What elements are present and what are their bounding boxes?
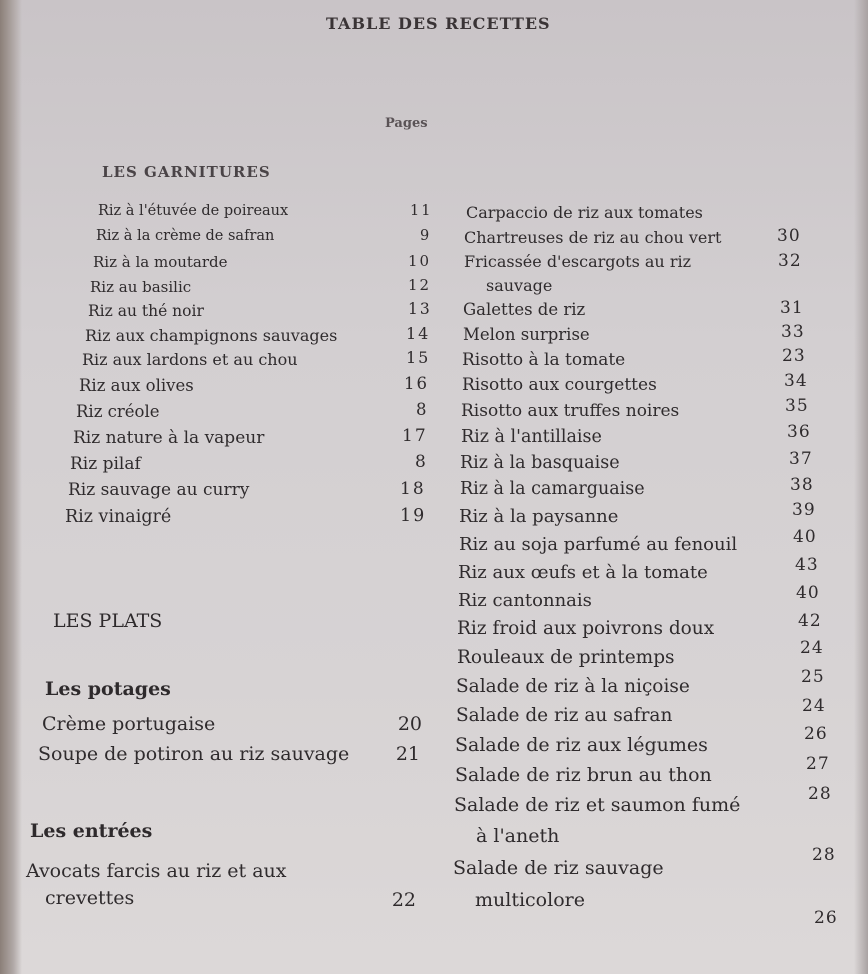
potage-title: Crème portugaise <box>42 713 216 735</box>
section-garnitures: LES GARNITURES <box>102 163 271 181</box>
garniture-page: 11 <box>410 203 433 219</box>
section-potages: Les potages <box>45 678 171 700</box>
recipe-page: 40 <box>793 527 817 547</box>
entree-row-line1 <box>26 860 286 882</box>
recipe-title: Risotto aux courgettes <box>462 375 657 395</box>
section-plats: LES PLATS <box>53 610 163 632</box>
garniture-title: Riz sauvage au curry <box>68 480 250 500</box>
recipe-page: 26 <box>804 724 828 744</box>
garniture-title: Riz au basilic <box>90 278 192 296</box>
garniture-title: Riz aux lardons et au chou <box>82 350 298 369</box>
recipe-title: Riz au soja parfumé au fenouil <box>459 534 738 555</box>
recipe-title: Fricassée d'escargots au riz <box>464 252 692 271</box>
garniture-page: 12 <box>408 276 432 294</box>
potage-page: 20 <box>397 713 422 735</box>
garniture-page: 17 <box>402 426 428 446</box>
recipe-title: Riz froid aux poivrons doux <box>457 618 715 639</box>
garniture-page: 15 <box>406 348 431 367</box>
potage-row <box>38 743 349 765</box>
page-title: TABLE DES RECETTES <box>326 14 551 33</box>
garniture-page: 10 <box>408 252 432 270</box>
recipe-page: 28 <box>808 784 832 804</box>
recipe-title: Riz à la paysanne <box>459 506 619 527</box>
recipe-page: 42 <box>798 611 822 631</box>
garniture-page: 13 <box>408 300 432 318</box>
recipe-page: 33 <box>781 322 805 342</box>
garniture-page: 8 <box>416 400 429 419</box>
recipe-title: Salade de riz brun au thon <box>455 764 712 786</box>
recipe-title: Salade de riz et saumon fumé <box>454 794 741 816</box>
garniture-page: 19 <box>400 506 427 526</box>
recipe-title: Galettes de riz <box>463 300 586 319</box>
recipe-page: 32 <box>778 251 802 271</box>
garniture-title: Riz créole <box>76 402 160 421</box>
recipe-page: 36 <box>787 422 811 442</box>
garniture-title: Riz nature à la vapeur <box>73 428 265 448</box>
page-edge <box>854 0 868 974</box>
garniture-title: Riz à l'étuvée de poireaux <box>98 203 289 219</box>
garniture-title: Riz aux olives <box>79 376 194 395</box>
recipe-title: Riz à la basquaise <box>460 453 620 473</box>
recipe-title: Riz cantonnais <box>458 590 592 611</box>
recipe-page: 40 <box>796 583 820 603</box>
garniture-page: 9 <box>420 228 432 244</box>
recipe-page: 30 <box>777 226 801 246</box>
potage-page: 21 <box>395 743 420 765</box>
recipe-title: Riz à l'antillaise <box>461 427 602 447</box>
recipe-title: Riz à la camarguaise <box>460 479 645 499</box>
recipe-title: Riz aux œufs et à la tomate <box>458 562 708 583</box>
recipe-page: 24 <box>800 638 824 658</box>
recipe-title: Salade de riz sauvage <box>453 857 664 879</box>
entree-row-line2 <box>45 887 134 909</box>
recipe-title: Melon surprise <box>463 325 590 344</box>
garniture-page: 18 <box>400 479 426 499</box>
recipe-title: Risotto à la tomate <box>462 350 626 370</box>
garniture-title: Riz à la moutarde <box>93 253 228 271</box>
recipe-page: 35 <box>785 396 809 416</box>
recipe-title: Chartreuses de riz au chou vert <box>464 228 722 247</box>
recipe-title: multicolore <box>475 889 585 911</box>
potage-row <box>42 713 215 735</box>
garniture-title: Riz au thé noir <box>88 302 204 320</box>
garniture-title: Riz pilaf <box>70 454 141 474</box>
entree-title: Avocats farcis au riz et aux <box>26 860 287 882</box>
recipe-page: 26 <box>814 908 838 928</box>
pages-column-header: Pages <box>385 116 428 131</box>
recipe-title: Salade de riz à la niçoise <box>456 676 690 697</box>
recipe-title: Rouleaux de printemps <box>457 647 675 668</box>
recipe-page: 34 <box>784 371 808 391</box>
recipe-page: 38 <box>790 475 814 495</box>
recipe-title: à l'aneth <box>476 825 560 847</box>
garniture-page: 8 <box>415 452 428 472</box>
entree-page: 22 <box>391 889 416 911</box>
recipe-page: 31 <box>780 298 804 318</box>
garniture-title: Riz à la crème de safran <box>96 228 275 244</box>
recipe-page: 25 <box>801 667 825 687</box>
recipe-page: 28 <box>812 845 836 865</box>
recipe-page: 37 <box>789 449 813 469</box>
recipe-page: 39 <box>792 500 816 520</box>
recipe-page: 24 <box>802 696 826 716</box>
spine-shadow <box>0 0 22 974</box>
garniture-page: 16 <box>404 374 429 393</box>
garniture-title: Riz aux champignons sauvages <box>85 326 338 345</box>
entree-title-continued: crevettes <box>45 887 135 909</box>
recipe-page: 27 <box>806 754 830 774</box>
garniture-title: Riz vinaigré <box>65 507 172 527</box>
recipe-title: Risotto aux truffes noires <box>461 401 680 421</box>
section-entrees: Les entrées <box>30 820 153 842</box>
recipe-title: Carpaccio de riz aux tomates <box>466 203 703 222</box>
recipe-title: Salade de riz au safran <box>456 705 673 726</box>
garniture-page: 14 <box>406 324 431 343</box>
potage-title: Soupe de potiron au riz sauvage <box>38 743 350 765</box>
recipe-page: 43 <box>795 555 819 575</box>
recipe-title: Salade de riz aux légumes <box>455 734 708 756</box>
recipe-page: 23 <box>782 346 806 366</box>
recipe-title: sauvage <box>486 276 553 295</box>
